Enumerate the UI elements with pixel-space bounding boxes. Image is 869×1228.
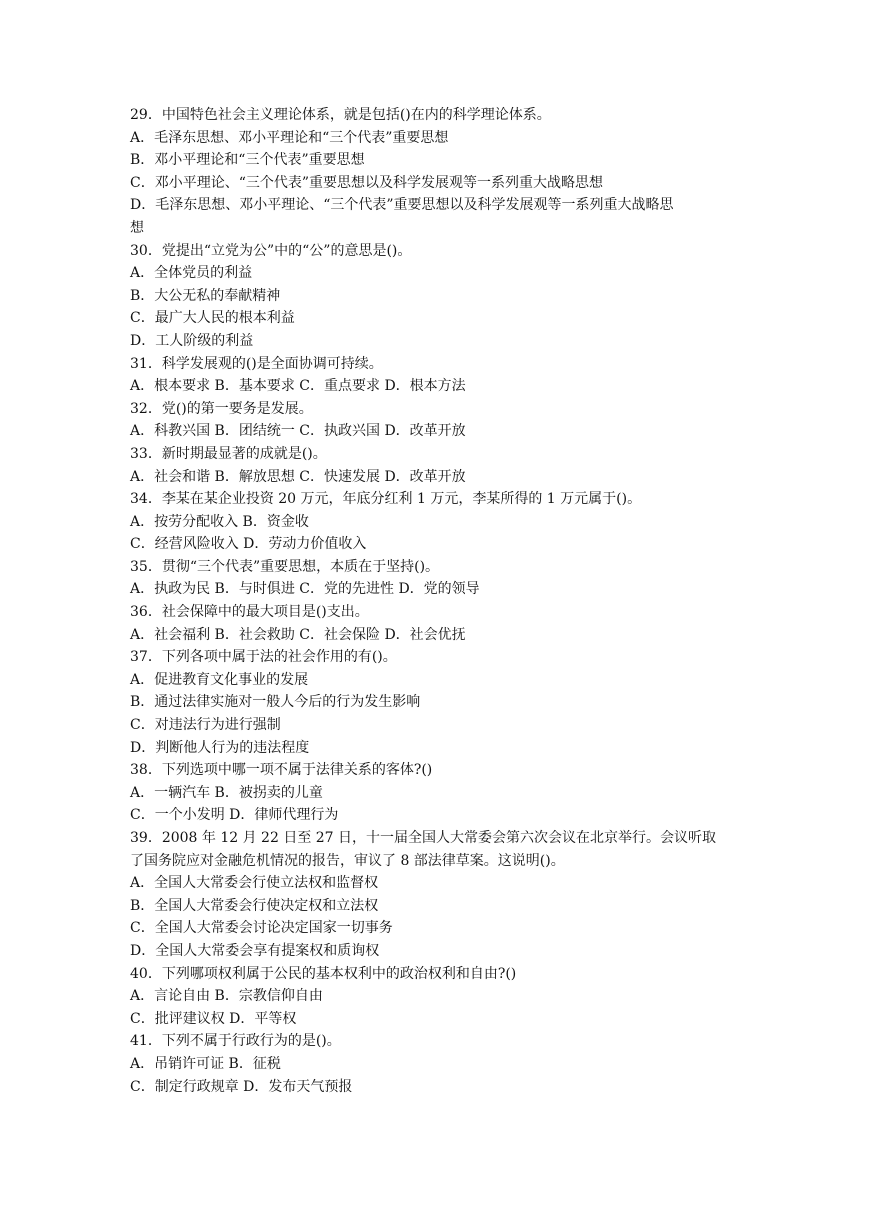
text-line: A．毛泽东思想、邓小平理论和“三个代表”重要思想	[130, 129, 449, 146]
text-line: A．促进教育文化事业的发展	[130, 671, 309, 688]
text-line: D．毛泽东思想、邓小平理论、“三个代表”重要思想以及科学发展观等一系列重大战略思	[130, 197, 674, 214]
text-line: C．一个小发明 D．律师代理行为	[130, 807, 339, 824]
text-line: A．一辆汽车 B．被拐卖的儿童	[130, 784, 323, 801]
text-line: A．按劳分配收入 B．资金收	[130, 513, 309, 530]
text-line: 37．下列各项中属于法的社会作用的有()。	[130, 649, 397, 666]
text-line: 41．下列不属于行政行为的是()。	[130, 1033, 341, 1050]
text-line: D．全国人大常委会享有提案权和质询权	[130, 942, 380, 959]
text-line: C．对违法行为进行强制	[130, 717, 281, 734]
text-line: A．社会和谐 B．解放思想 C．快速发展 D．改革开放	[130, 468, 466, 485]
text-line: B．全国人大常委会行使决定权和立法权	[130, 897, 379, 914]
text-line: A．吊销许可证 B．征税	[130, 1055, 281, 1072]
text-line: B．通过法律实施对一般人今后的行为发生影响	[130, 694, 421, 711]
text-line: 40．下列哪项权利属于公民的基本权利中的政治权利和自由?()	[130, 965, 517, 982]
text-line: 35．贯彻“三个代表”重要思想，本质在于坚持()。	[130, 558, 440, 575]
text-line: C．全国人大常委会讨论决定国家一切事务	[130, 920, 393, 937]
text-line: A．科教兴国 B．团结统一 C．执政兴国 D．改革开放	[130, 423, 466, 440]
text-line: B．邓小平理论和“三个代表”重要思想	[130, 152, 365, 169]
text-line: C．最广大人民的根本利益	[130, 310, 295, 327]
text-line: C．制定行政规章 D．发布天气预报	[130, 1078, 353, 1095]
text-line: D．判断他人行为的违法程度	[130, 739, 310, 756]
text-line: 33．新时期最显著的成就是()。	[130, 445, 327, 462]
text-line: A．全体党员的利益	[130, 265, 253, 282]
question-text-body	[130, 104, 745, 1098]
text-line: 36．社会保障中的最大项目是()支出。	[130, 604, 369, 621]
text-line: A．言论自由 B．宗教信仰自由	[130, 988, 323, 1005]
text-line: B．大公无私的奉献精神	[130, 287, 281, 304]
text-line: 了国务院应对金融危机情况的报告，审议了 8 部法律草案。这说明()。	[130, 852, 565, 869]
text-line: A．社会福利 B．社会救助 C．社会保险 D．社会优抚	[130, 626, 466, 643]
text-line: A．执政为民 B．与时俱进 C．党的先进性 D．党的领导	[130, 581, 480, 598]
text-line: 39．2008 年 12 月 22 日至 27 日，十一届全国人大常委会第六次会议在北京举行。会议听取	[130, 830, 717, 846]
text-line: A．全国人大常委会行使立法权和监督权	[130, 875, 379, 892]
text-line: 想	[130, 219, 144, 236]
text-line: 38．下列选项中哪一项不属于法律关系的客体?()	[130, 762, 433, 779]
text-line: C．经营风险收入 D．劳动力价值收入	[130, 536, 367, 553]
text-line: 34．李某在某企业投资 20 万元，年底分红利 1 万元，李某所得的 1 万元属于()。	[130, 491, 642, 508]
text-line: 29．中国特色社会主义理论体系，就是包括()在内的科学理论体系。	[130, 107, 551, 123]
text-line: A．根本要求 B．基本要求 C．重点要求 D．根本方法	[130, 378, 466, 395]
text-line: C．批评建议权 D．平等权	[130, 1010, 297, 1027]
text-line: 32．党()的第一要务是发展。	[130, 400, 313, 417]
text-line: D．工人阶级的利益	[130, 332, 254, 349]
text-line: 31．科学发展观的()是全面协调可持续。	[130, 355, 383, 372]
text-line: 30．党提出“立党为公”中的“公”的意思是()。	[130, 242, 412, 259]
text-line: C．邓小平理论、“三个代表”重要思想以及科学发展观等一系列重大战略思想	[130, 174, 604, 191]
